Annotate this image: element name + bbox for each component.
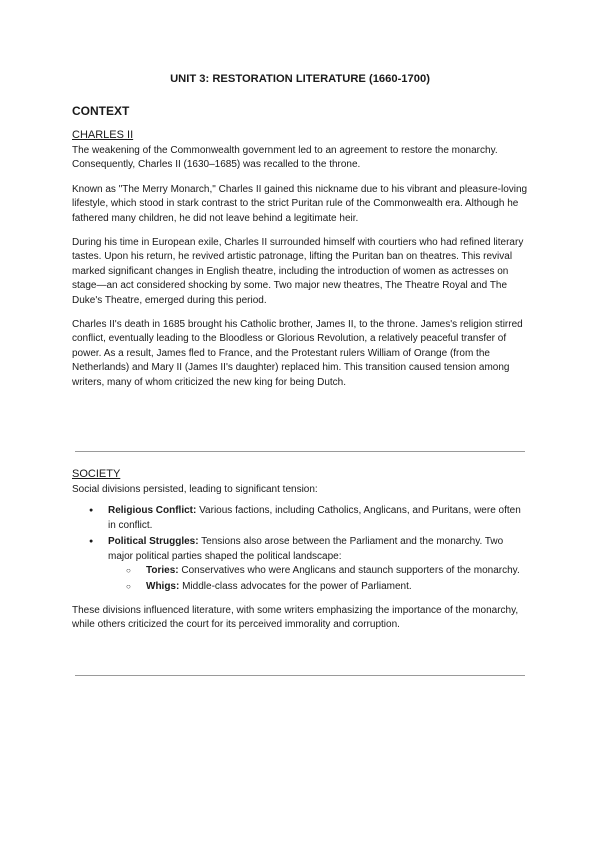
charles-section (72, 128, 528, 400)
list-item: ○ Whigs: Middle-class advocates for the power of Parliament. (146, 580, 528, 594)
society-section (72, 467, 528, 643)
list-item: ○ Tories: Conservatives who were Anglicans and staunch supporters of the monarchy. (146, 564, 528, 578)
charles-paragraph-3: During his time in European exile, Charles II surrounded himself with courtiers who had refined literary tastes. Upon his return, he revived artistic patronage, lifting the Puritan ban on theatres. This revival marked significant changes in English theatre, including the introduction of women as actresses on stage—an act considered shocking by some. Two major new theatres, The Theatre Royal and The Duke's Theatre, emerged during this period. (72, 237, 524, 306)
society-list (72, 504, 528, 594)
charles-paragraph-1: The weakening of the Commonwealth government led to an agreement to restore the monarchy. Consequently, Charles II (1630–1685) was recalled to the throne. (72, 145, 498, 171)
section-divider-2 (75, 675, 525, 676)
society-intro: Social divisions persisted, leading to significant tension: (72, 484, 318, 495)
section-divider-1 (75, 451, 525, 452)
society-closing: These divisions influenced literature, with some writers emphasizing the importance of the monarchy, while others criticized the court for its perceived immorality and corruption. (72, 604, 519, 631)
party-list (108, 564, 528, 595)
document-title: UNIT 3: RESTORATION LITERATURE (1660-1700) (170, 73, 430, 85)
list-item: ● Political Struggles: Tensions also arose between the Parliament and the monarchy. Two major political parties shaped the political landscape: ○ Tories: Conservatives who were Anglicans and staunch supporters of the monarchy. ○ Whigs: Middle-class advocates for the power of Parliament. (108, 535, 528, 595)
charles-paragraph-2: Known as "The Merry Monarch," Charles II gained this nickname due to his vibrant and pleasure-loving lifestyle, which stood in stark contrast to the strict Puritan rule of the Commonwealth era. Although he fathered many children, he did not leave behind a legitimate heir. (72, 183, 528, 224)
charles-paragraph-4: Charles II's death in 1685 brought his Catholic brother, James II, to the throne. James's religion stirred conflict, eventually leading to the Bloodless or Glorious Revolution, a relatively peaceful transfer of power. As a result, James fled to France, and the Protestant rulers William of Orange (from the Netherlands) and Mary II (James II's daughter) replaced him. This transition caused tension among writers, many of whom criticized the new king for being Dutch. (72, 319, 523, 388)
list-item: ● Religious Conflict: Various factions, including Catholics, Anglicans, and Puritans, were often in conflict. (108, 504, 528, 533)
charles-section-title: CHARLES II (72, 129, 134, 141)
context-heading: CONTEXT (72, 104, 130, 118)
society-section-title: SOCIETY (72, 468, 121, 480)
